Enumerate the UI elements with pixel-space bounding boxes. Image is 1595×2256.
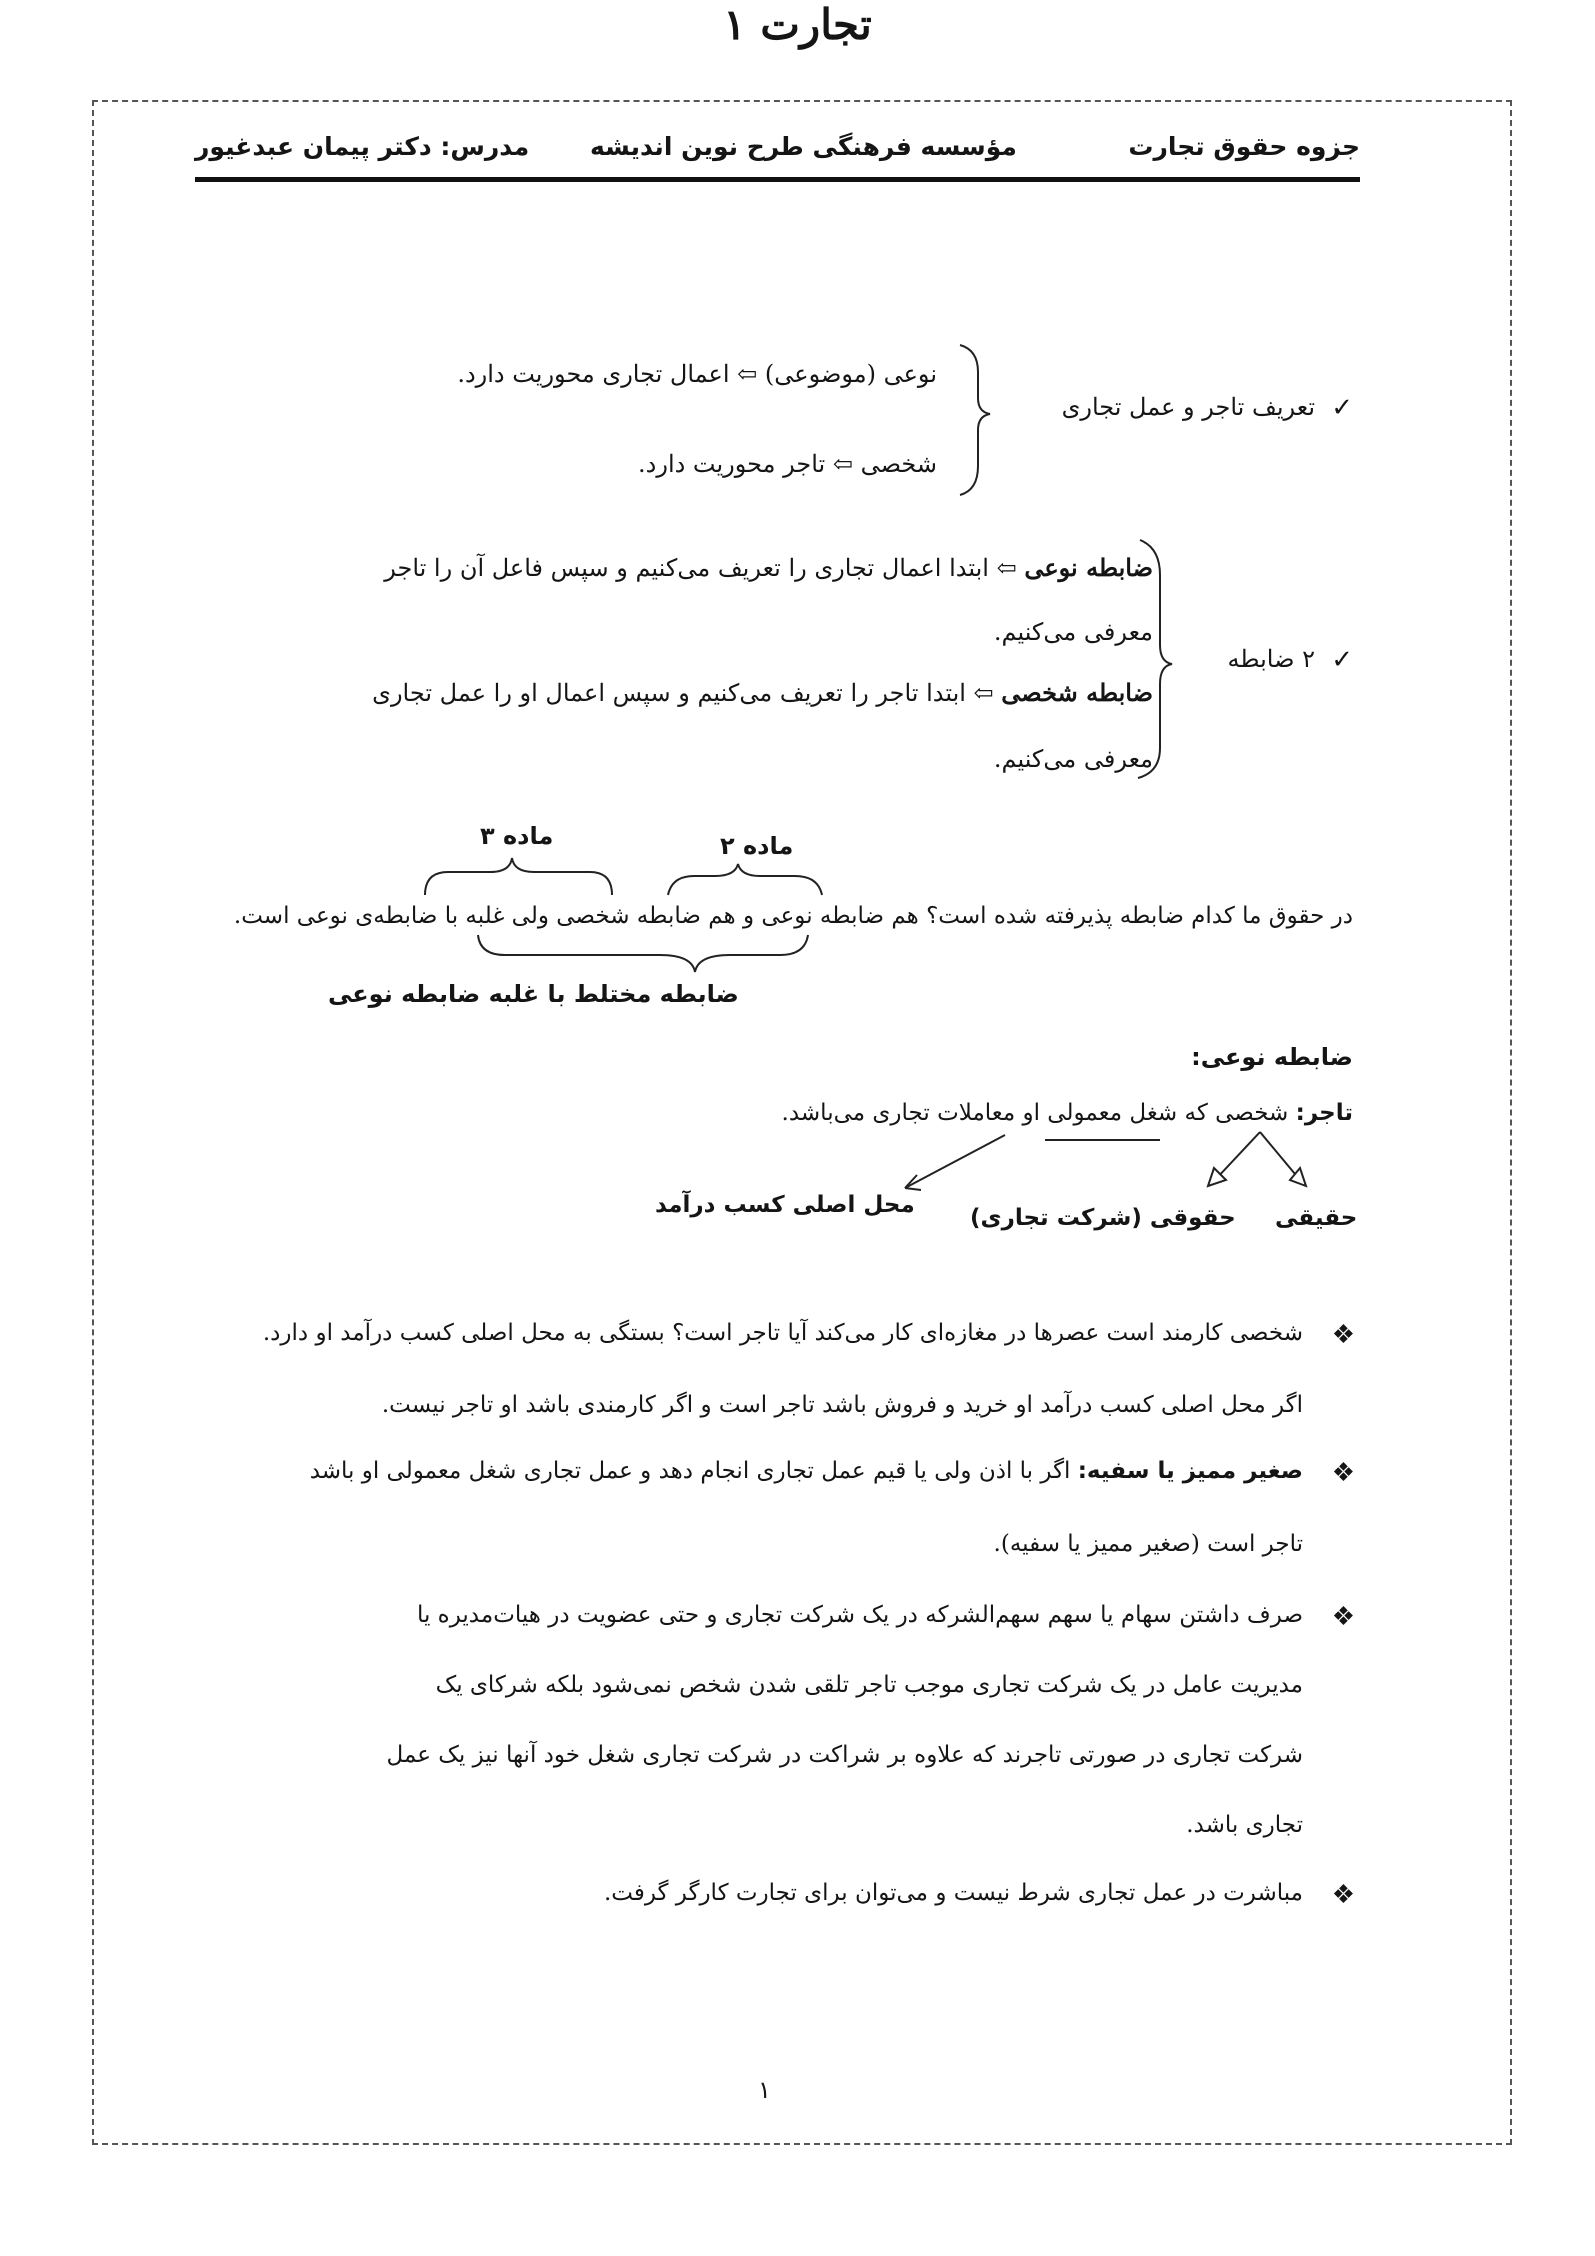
bullet1-line1: شخصی کارمند است عصرها در مغازه‌ای کار می‌کند آیا تاجر است؟ بستگی به محل اصلی کسب درآمد او دارد. <box>262 1320 1303 1346</box>
label-hoghoghi: حقوقی (شرکت تجاری) <box>970 1205 1236 1231</box>
bullet2-text: اگر با اذن ولی یا قیم عمل تجاری انجام دهد و عمل تجاری شغل معمولی او باشد <box>309 1458 1078 1484</box>
checkmark-icon: ✓ <box>1331 393 1353 423</box>
bullet-icon: ❖ <box>1331 1458 1355 1488</box>
bullet4-line1: مباشرت در عمل تجاری شرط نیست و می‌توان برای تجارت کارگر گرفت. <box>603 1880 1303 1906</box>
section2-bracket <box>1138 540 1172 778</box>
page-title: تجارت ۱ <box>723 0 872 49</box>
page-number: ۱ <box>758 2076 771 2104</box>
section2-label: ۲ ضابطه <box>1227 645 1315 673</box>
header-institute: مؤسسه فرهنگی طرح نوین اندیشه <box>590 132 1017 161</box>
item1-term: ضابطه نوعی <box>1024 553 1153 582</box>
tajer-def-text: شخصی که شغل معمولی او معاملات تجاری می‌باشد. <box>781 1100 1296 1126</box>
label-madeh3: ماده ۳ <box>480 822 554 850</box>
brace-bottom <box>478 935 808 972</box>
section1-bracket <box>960 345 990 495</box>
brace-madeh2 <box>668 864 822 895</box>
bullet3-line2: مدیریت عامل در یک شرکت تجاری موجب تاجر تلقی شدن شخص نمی‌شود بلکه شرکای یک <box>435 1672 1303 1698</box>
bullet3-line3: شرکت تجاری در صورتی تاجرند که علاوه بر شراکت در شرکت تجاری شغل خود آنها نیز یک عمل <box>386 1742 1303 1768</box>
bullet3-line1: صرف داشتن سهام یا سهم سهم‌الشرکه در یک شرکت تجاری و حتی عضویت در هیات‌مدیره یا <box>416 1602 1303 1628</box>
section2-item2-cont: معرفی می‌کنیم. <box>993 745 1153 773</box>
arrow-split <box>1215 1132 1300 1180</box>
item2-term: ضابطه شخصی <box>1001 678 1153 707</box>
bullet3-line4: تجاری باشد. <box>1186 1812 1303 1838</box>
label-haghighi: حقیقی <box>1275 1205 1358 1231</box>
bullet-icon: ❖ <box>1331 1320 1355 1350</box>
brace-madeh3 <box>425 858 612 895</box>
header-course-title: جزوه حقوق تجارت <box>1128 132 1360 161</box>
bullet-icon: ❖ <box>1331 1880 1355 1910</box>
section1-line1: نوعی (موضوعی) ⇦ اعمال تجاری محوریت دارد. <box>457 360 937 388</box>
brace-label: ضابطه مختلط با غلبه ضابطه نوعی <box>328 980 739 1008</box>
tajer-term: تاجر: <box>1295 1100 1353 1126</box>
checkmark-icon: ✓ <box>1331 645 1353 675</box>
section2-item1-cont: معرفی می‌کنیم. <box>993 618 1153 646</box>
section3-sentence: در حقوق ما کدام ضابطه پذیرفته شده است؟ هم ضابطه نوعی و هم ضابطه شخصی ولی غلبه با ضابطه‌ی نوعی است. <box>233 903 1353 929</box>
arrow-mahal <box>905 1135 1005 1188</box>
item1-text: ⇦ ابتدا اعمال تجاری را تعریف می‌کنیم و سپس فاعل آن را تاجر <box>384 554 1025 582</box>
bullet2-term: صغیر ممیز یا سفیه: <box>1077 1458 1303 1484</box>
section4-heading: ضابطه نوعی: <box>1191 1043 1353 1071</box>
section1-label: تعریف تاجر و عمل تجاری <box>1061 393 1315 421</box>
bullet-icon: ❖ <box>1331 1602 1355 1632</box>
item2-text: ⇦ ابتدا تاجر را تعریف می‌کنیم و سپس اعمال او را عمل تجاری <box>372 679 1002 707</box>
bullet2-line2: تاجر است (صغیر ممیز یا سفیه). <box>993 1531 1303 1557</box>
label-mahal: محل اصلی کسب درآمد <box>655 1192 915 1218</box>
bullet1-line2: اگر محل اصلی کسب درآمد او خرید و فروش باشد تاجر است و اگر کارمندی باشد او تاجر نیست. <box>381 1392 1303 1418</box>
arrow-mahal-head <box>905 1175 921 1190</box>
header-instructor: مدرس: دکتر پیمان عبدغیور <box>195 132 530 161</box>
label-madeh2: ماده ۲ <box>720 832 794 860</box>
section1-line2: شخصی ⇦ تاجر محوریت دارد. <box>638 450 937 478</box>
